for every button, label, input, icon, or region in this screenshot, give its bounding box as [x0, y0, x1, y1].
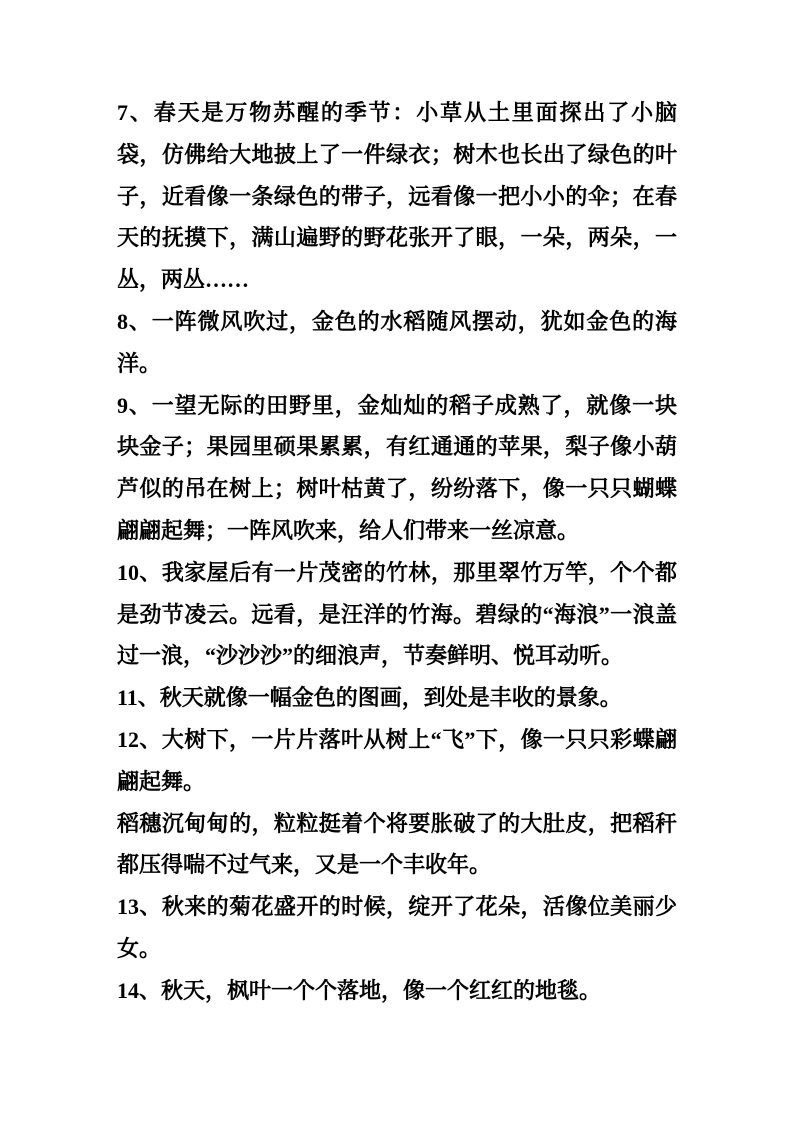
paragraph: 10、我家屋后有一片茂密的竹林，那里翠竹万竿，个个都是劲节凌云。远看，是汪洋的竹海。碧绿的“海浪”一浪盖过一浪，“沙沙沙”的细浪声，节奏鲜明、悦耳动听。 — [117, 559, 677, 669]
paragraph: 7、春天是万物苏醒的季节：小草从土里面探出了小脑袋，仿佛给大地披上了一件绿衣；树木也长出了绿色的叶子，近看像一条绿色的带子，远看像一把小小的伞；在春天的抚摸下，满山遍野的野花张开了眼，一朵，两朵，一丛，两丛…… — [117, 100, 677, 293]
paragraph: 13、秋来的菊花盛开的时候，绽开了花朵，活像位美丽少女。 — [117, 894, 677, 961]
document-body — [117, 92, 677, 1012]
paragraph: 11、秋天就像一幅金色的图画，到处是丰收的景象。 — [117, 685, 622, 711]
paragraph: 8、一阵微风吹过，金色的水稻随风摆动，犹如金色的海洋。 — [117, 308, 677, 376]
paragraph: 稻穗沉甸甸的，粒粒挺着个将要胀破了的大肚皮，把稻秆都压得喘不过气来，又是一个丰收年。 — [117, 810, 677, 878]
paragraph: 9、一望无际的田野里，金灿灿的稻子成熟了，就像一块块金子；果园里硕果累累，有红通通的苹果，梨子像小葫芦似的吊在树上；树叶枯黄了，纷纷落下，像一只只蝴蝶翩翩起舞；一阵风吹来，给人们带来一丝凉意。 — [117, 392, 677, 543]
paragraph: 12、大树下，一片片落叶从树上“飞”下，像一只只彩蝶翩翩起舞。 — [117, 726, 677, 794]
paragraph: 14、秋天，枫叶一个个落地，像一个红红的地毯。 — [117, 977, 602, 1003]
